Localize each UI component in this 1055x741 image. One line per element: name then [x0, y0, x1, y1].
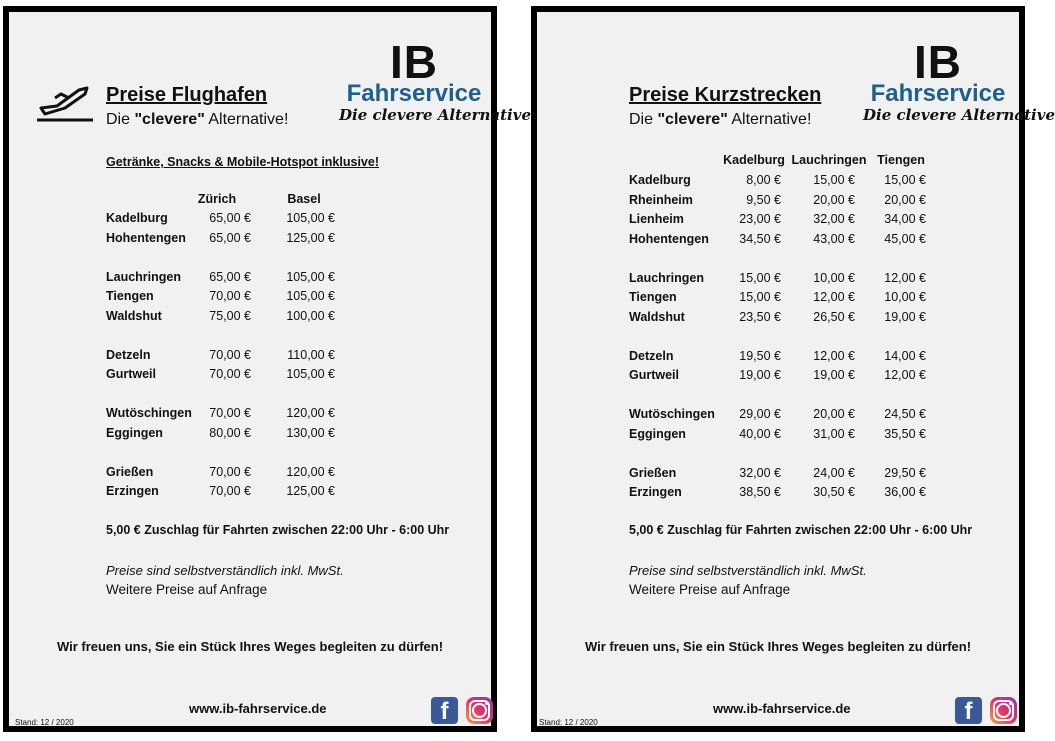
airplane-departure-icon	[35, 78, 95, 126]
price-cell: 70,00 €	[209, 289, 251, 303]
price-cell: 8,00 €	[746, 173, 781, 187]
price-cell: 30,50 €	[813, 485, 855, 499]
column-header: Basel	[287, 192, 321, 206]
tagline: Die "clevere" Alternative!	[106, 111, 289, 128]
place-name: Eggingen	[629, 426, 686, 441]
price-cell: 105,00 €	[286, 211, 335, 225]
column-header: Kadelburg	[723, 153, 785, 167]
price-cell: 19,00 €	[739, 368, 781, 382]
brand-logo	[863, 36, 1055, 124]
price-cell: 15,00 €	[739, 290, 781, 304]
column-header: Zürich	[197, 192, 237, 206]
place-name: Waldshut	[106, 308, 162, 323]
instagram-icon[interactable]	[466, 697, 493, 724]
night-surcharge: 5,00 € Zuschlag für Fahrten zwischen 22:00 Uhr - 6:00 Uhr	[629, 523, 973, 537]
price-cell: 65,00 €	[209, 269, 251, 284]
tagline: Die "clevere" Alternative!	[629, 111, 812, 128]
website-link[interactable]: www.ib-fahrservice.de	[189, 701, 327, 716]
brand-logo	[339, 36, 531, 124]
price-cell: 70,00 €	[209, 484, 251, 498]
price-cell: 29,00 €	[739, 407, 781, 421]
price-cell: 15,00 €	[739, 270, 781, 285]
price-cell: 14,00 €	[884, 348, 926, 363]
place-name: Wutöschingen	[106, 406, 192, 420]
price-cell: 34,50 €	[739, 231, 781, 246]
price-cell: 105,00 €	[286, 269, 335, 284]
price-cell: 120,00 €	[286, 464, 335, 479]
price-cell: 10,00 €	[813, 270, 855, 285]
price-cell: 12,00 €	[813, 290, 855, 304]
price-cell: 12,00 €	[884, 270, 926, 285]
price-cell: 45,00 €	[884, 231, 926, 246]
price-cell: 20,00 €	[884, 192, 926, 207]
price-cell: 105,00 €	[286, 367, 335, 381]
welcome-text: Wir freuen uns, Sie ein Stück Ihres Weges begleiten zu dürfen!	[56, 639, 444, 654]
place-name: Lauchringen	[106, 269, 182, 284]
place-name: Hohentengen	[106, 230, 186, 245]
place-name: Waldshut	[629, 309, 685, 324]
more-prices-note: Weitere Preise auf Anfrage	[106, 582, 268, 597]
price-cell: 43,00 €	[813, 231, 855, 246]
vat-note: Preise sind selbstverständlich inkl. MwSt.	[106, 563, 344, 578]
price-cell: 24,50 €	[884, 407, 926, 421]
stand-date: Stand: 12 / 2020	[539, 718, 598, 727]
price-cell: 31,00 €	[813, 426, 855, 441]
place-name: Hohentengen	[629, 231, 709, 246]
price-sheet-airport	[3, 6, 531, 732]
price-cell: 36,00 €	[884, 485, 926, 499]
place-name: Erzingen	[629, 485, 682, 499]
price-cell: 75,00 €	[209, 308, 251, 323]
price-cell: 20,00 €	[813, 407, 855, 421]
price-cell: 65,00 €	[209, 211, 251, 225]
price-cell: 23,50 €	[739, 309, 781, 324]
price-cell: 105,00 €	[286, 289, 335, 303]
night-surcharge: 5,00 € Zuschlag für Fahrten zwischen 22:00 Uhr - 6:00 Uhr	[106, 523, 450, 537]
price-cell: 19,00 €	[813, 368, 855, 382]
extras-note: Getränke, Snacks & Mobile-Hotspot inklusive!	[106, 155, 379, 169]
price-cell: 110,00 €	[287, 347, 335, 362]
place-name: Eggingen	[106, 425, 163, 440]
more-prices-note: Weitere Preise auf Anfrage	[629, 582, 791, 597]
place-name: Gurtweil	[629, 368, 680, 382]
price-cell: 24,00 €	[813, 465, 855, 480]
column-header: Lauchringen	[791, 153, 867, 167]
price-cell: 125,00 €	[286, 484, 335, 498]
price-cell: 9,50 €	[746, 192, 781, 207]
price-cell: 38,50 €	[739, 485, 781, 499]
price-cell: 32,00 €	[739, 465, 781, 480]
price-cell: 12,00 €	[813, 348, 855, 363]
place-name: Kadelburg	[629, 173, 691, 187]
price-cell: 15,00 €	[813, 173, 855, 187]
facebook-icon[interactable]: f	[431, 697, 458, 724]
place-name: Erzingen	[106, 484, 159, 498]
instagram-icon[interactable]	[990, 697, 1017, 724]
column-header: Tiengen	[877, 153, 925, 167]
price-cell: 20,00 €	[813, 192, 855, 207]
place-name: Wutöschingen	[629, 407, 715, 421]
price-cell: 120,00 €	[286, 406, 335, 420]
place-name: Detzeln	[106, 347, 151, 362]
price-cell: 26,50 €	[813, 309, 855, 324]
price-cell: 80,00 €	[209, 425, 251, 440]
price-cell: 29,50 €	[884, 465, 926, 480]
price-cell: 23,00 €	[739, 212, 781, 226]
logo-tagline: Die clevere Alternative	[339, 106, 531, 124]
price-cell: 130,00 €	[286, 425, 335, 440]
vat-note: Preise sind selbstverständlich inkl. MwSt.	[629, 563, 867, 578]
price-cell: 15,00 €	[884, 173, 926, 187]
welcome-text: Wir freuen uns, Sie ein Stück Ihres Weges begleiten zu dürfen!	[584, 639, 972, 654]
place-name: Grießen	[106, 464, 154, 479]
place-name: Gurtweil	[106, 367, 157, 381]
price-cell: 34,00 €	[884, 212, 926, 226]
place-name: Lienheim	[629, 212, 684, 226]
price-cell: 70,00 €	[209, 464, 251, 479]
price-cell: 10,00 €	[884, 290, 926, 304]
logo-ib-text: IB	[390, 36, 438, 88]
facebook-icon[interactable]: f	[955, 697, 982, 724]
price-cell: 70,00 €	[209, 406, 251, 420]
price-cell: 19,00 €	[884, 309, 926, 324]
logo-fahrservice-text: Fahrservice	[870, 80, 1006, 107]
price-sheet-short-distance	[531, 6, 1055, 732]
price-cell: 35,50 €	[884, 426, 926, 441]
page-title: Preise Kurzstrecken	[629, 84, 822, 106]
place-name: Grießen	[629, 465, 677, 480]
page-title: Preise Flughafen	[106, 84, 268, 106]
price-cell: 32,00 €	[813, 212, 855, 226]
stand-date: Stand: 12 / 2020	[15, 718, 74, 727]
place-name: Kadelburg	[106, 211, 168, 225]
logo-fahrservice-text: Fahrservice	[346, 80, 482, 107]
price-cell: 12,00 €	[884, 368, 926, 382]
price-cell: 19,50 €	[739, 348, 781, 363]
logo-ib-text: IB	[914, 36, 962, 88]
place-name: Tiengen	[629, 290, 677, 304]
place-name: Lauchringen	[629, 270, 705, 285]
price-cell: 70,00 €	[209, 347, 251, 362]
logo-tagline: Die clevere Alternative	[863, 106, 1055, 124]
place-name: Rheinheim	[629, 192, 693, 207]
price-cell: 100,00 €	[286, 308, 335, 323]
price-cell: 70,00 €	[209, 367, 251, 381]
website-link[interactable]: www.ib-fahrservice.de	[713, 701, 851, 716]
place-name: Detzeln	[629, 348, 674, 363]
place-name: Tiengen	[106, 289, 154, 303]
price-cell: 40,00 €	[739, 426, 781, 441]
price-cell: 125,00 €	[286, 230, 335, 245]
price-cell: 65,00 €	[209, 230, 251, 245]
